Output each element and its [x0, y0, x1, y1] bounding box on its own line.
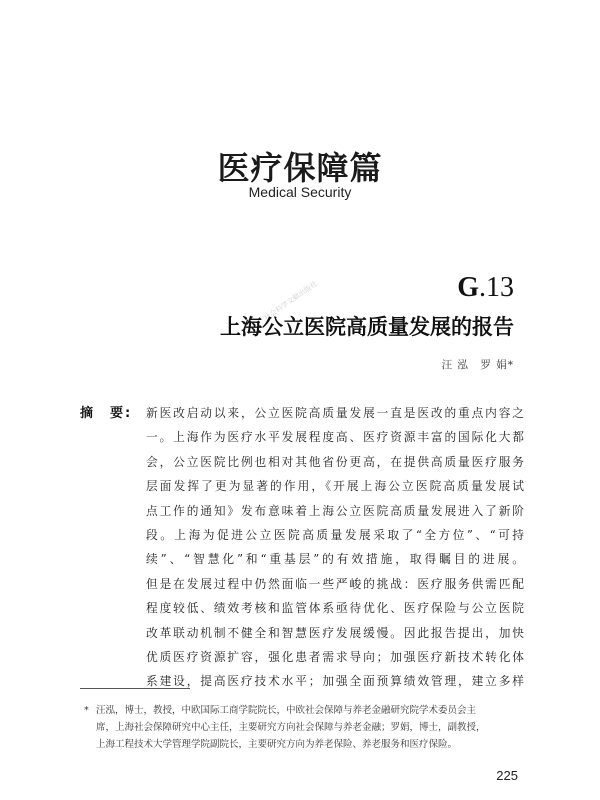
chapter-index: .13: [479, 272, 514, 303]
publisher-watermark: 社会科学文献出版社: [262, 279, 319, 323]
abstract-line: 段。上海为促进公立医院高质量发展采取了“全方位”、“可持: [146, 527, 524, 542]
report-title: 上海公立医院高质量发展的报告: [220, 314, 514, 339]
footnote-divider: [80, 688, 190, 689]
footnote-line: 席，上海社会保障研究中心主任，主要研究方向社会保障与养老金融；罗娟，博士，副教授，: [96, 722, 486, 733]
abstract-line: 但是在发展过程中仍然面临一些严峻的挑战：医疗服务供需匹配: [146, 576, 524, 591]
abstract-line: 程度较低、绩效考核和监管体系亟待优化、医疗保险与公立医院: [146, 601, 524, 616]
abstract-line: 一。上海作为医疗水平发展程度高、医疗资源丰富的国际化大都: [146, 430, 524, 445]
authors: 汪 泓 罗 娟*: [441, 359, 514, 371]
chapter-number: [457, 272, 514, 304]
footnote-line: 汪泓，博士，教授，中欧国际工商学院院长，中欧社会保障与养老金融研究院学术委员会主: [96, 705, 477, 716]
abstract-line: 系建设，提高医疗技术水平；加强全面预算绩效管理，建立多样: [146, 674, 524, 689]
abstract-line: 点工作的通知》发布意味着上海公立医院高质量发展进入了新阶: [146, 503, 524, 518]
footnote-line: 上海工程技术大学管理学院副院长，主要研究方向为养老保险、养老服务和医疗保险。: [96, 739, 458, 750]
abstract-line: 层面发挥了更为显著的作用，《开展上海公立医院高质量发展试: [146, 479, 524, 494]
abstract-line: 会，公立医院比例也相对其他省份更高，在提供高质量医疗服务: [146, 454, 524, 469]
abstract-line: 新医改启动以来，公立医院高质量发展一直是医改的重点内容之: [146, 406, 524, 420]
chapter-prefix: G: [457, 272, 479, 303]
abstract-line: 优质医疗资源扩容，强化患者需求导向；加强医疗新技术转化体: [146, 649, 524, 664]
author-footnote: [84, 702, 528, 753]
abstract-label: 摘 要:: [80, 406, 133, 421]
abstract-body: [146, 401, 524, 694]
section-title: 医疗保障篇: [217, 149, 383, 187]
abstract-line: 续”、“智慧化”和“重基层”的有效措施，取得瞩目的进展。: [146, 552, 524, 567]
abstract-line: 改革联动机制不健全和智慧医疗发展缓慢。因此报告提出，加快: [146, 625, 524, 640]
section-subtitle: Medical Security: [248, 184, 352, 200]
page-number: 225: [496, 768, 518, 783]
footnote-marker: *: [84, 705, 89, 716]
